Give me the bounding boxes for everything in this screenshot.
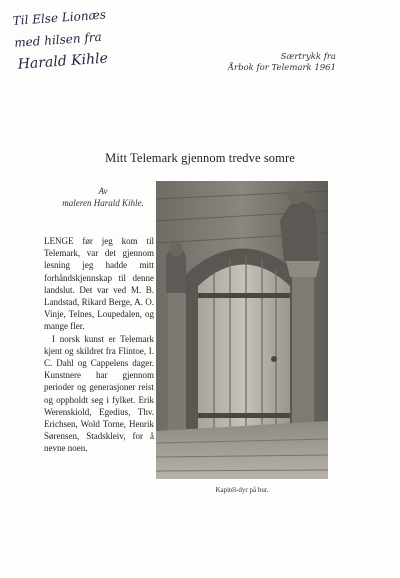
handwritten-dedication [12,0,166,76]
handwritten-line: Til Else Lionæs [12,7,107,28]
byline-prefix: Av [98,186,108,196]
handwritten-signature: Harald Kihle [17,50,109,73]
body-paragraph: LENGE før jeg kom til Telemark, var det gjennom lesning jeg hadde mitt forhåndskjennskap til denne landslut. Det var ved M. B. Landstad, Rikard Berge, A. O. Vinje, Telnes, Loupedalen, og mange fler. [44,236,154,332]
byline-author: maleren Harald Kihle. [62,198,144,208]
handwritten-line: med hilsen fra [13,29,103,50]
offprint-note [228,52,336,74]
offprint-line: Særtrykk fra [280,52,336,62]
offprint-line: Årbok for Telemark 1961 [227,63,336,73]
photo-carved-door [156,181,328,479]
article-title: Mitt Telemark gjennom tredve somre [105,151,295,165]
byline [44,185,162,209]
article-body [44,235,154,455]
carved-door-illustration [156,181,328,479]
body-paragraph: I norsk kunst er Telemark kjent og skildret fra Flintoe, I. C. Dahl og Cappelens dager. Kunstnere har gjennom perioder og generasjoner reist og oppholdt seg i fylket. Erik Werenskiold, Egedius, Thv. Erichsen, Wold Torne, Henrik Sørensen, Stadskleiv, for å nevne noen. [44,333,154,454]
photo-caption: Kapitél-dyr på bur. [215,486,269,494]
